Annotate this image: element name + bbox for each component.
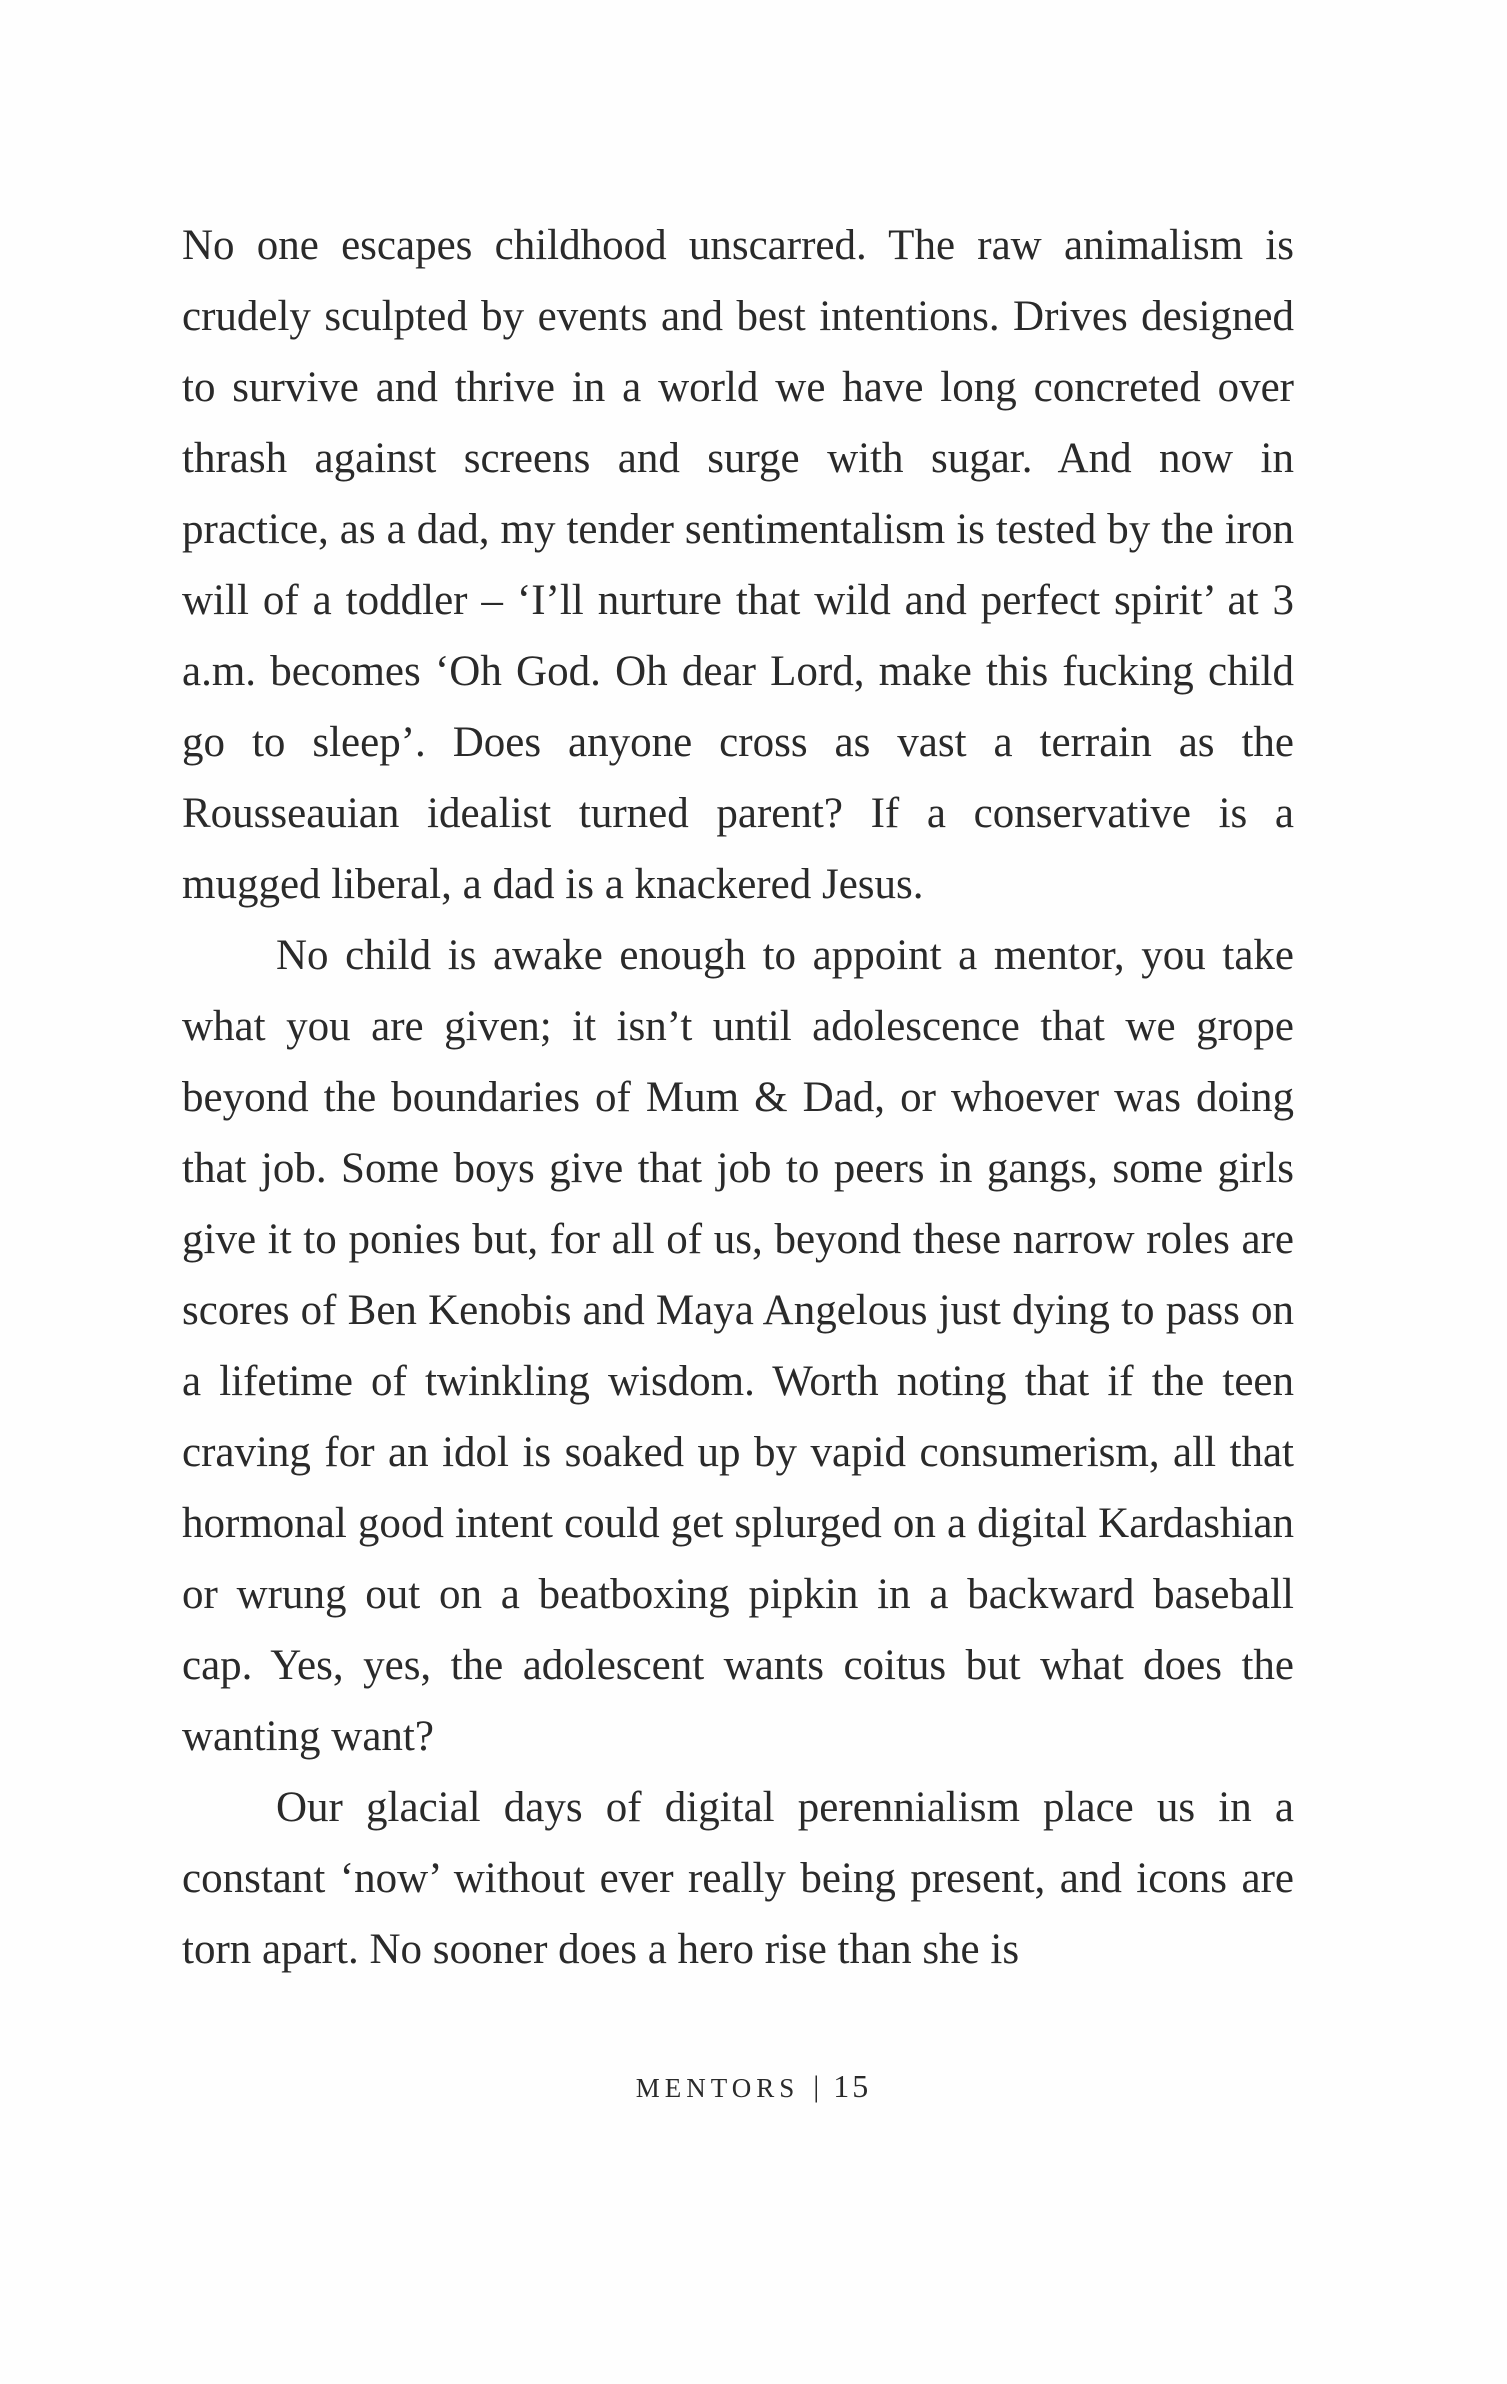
- paragraph-3: Our glacial days of digital perennialism place us in a constant ‘now’ without ever really being present, and icons are torn apart. No sooner does a hero rise than she is: [182, 1784, 1294, 1973]
- footer-separator: |: [813, 2070, 820, 2103]
- paragraph-2: No child is awake enough to appoint a mentor, you take what you are given; it isn’t until adolescence that we grope beyond the boundaries of Mum & Dad, or whoever was doing that job. Some boys give that job to peers in gangs, some girls give it to ponies but, for all of us, beyond these narrow roles are scores of Ben Kenobis and Maya Angelous just dying to pass on a lifetime of twinkling wisdom. Worth noting that if the teen craving for an idol is soaked up by vapid consumerism, all that hormonal good intent could get splurged on a digital Kardashian or wrung out on a beatboxing pipkin in a backward baseball cap. Yes, yes, the adolescent wants coitus but what does the wanting want?: [182, 932, 1294, 1760]
- running-footer: [0, 2068, 1507, 2105]
- paragraph-1: No one escapes childhood unscarred. The raw animalism is crudely sculpted by events and best intentions. Drives designed to survive and thrive in a world we have long concreted over thrash against screens and surge with sugar. And now in practice, as a dad, my tender sentimentalism is tested by the iron will of a toddler – ‘I’ll nurture that wild and perfect spirit’ at 3 a.m. becomes ‘Oh God. Oh dear Lord, make this fucking child go to sleep’. Does anyone cross as vast a terrain as the Rousseauian idealist turned parent? If a conservative is a mugged liberal, a dad is a knackered Jesus.: [182, 222, 1294, 908]
- footer-section-title: MENTORS: [635, 2073, 800, 2103]
- page-number: 15: [833, 2068, 872, 2104]
- body-text: [182, 210, 1294, 1985]
